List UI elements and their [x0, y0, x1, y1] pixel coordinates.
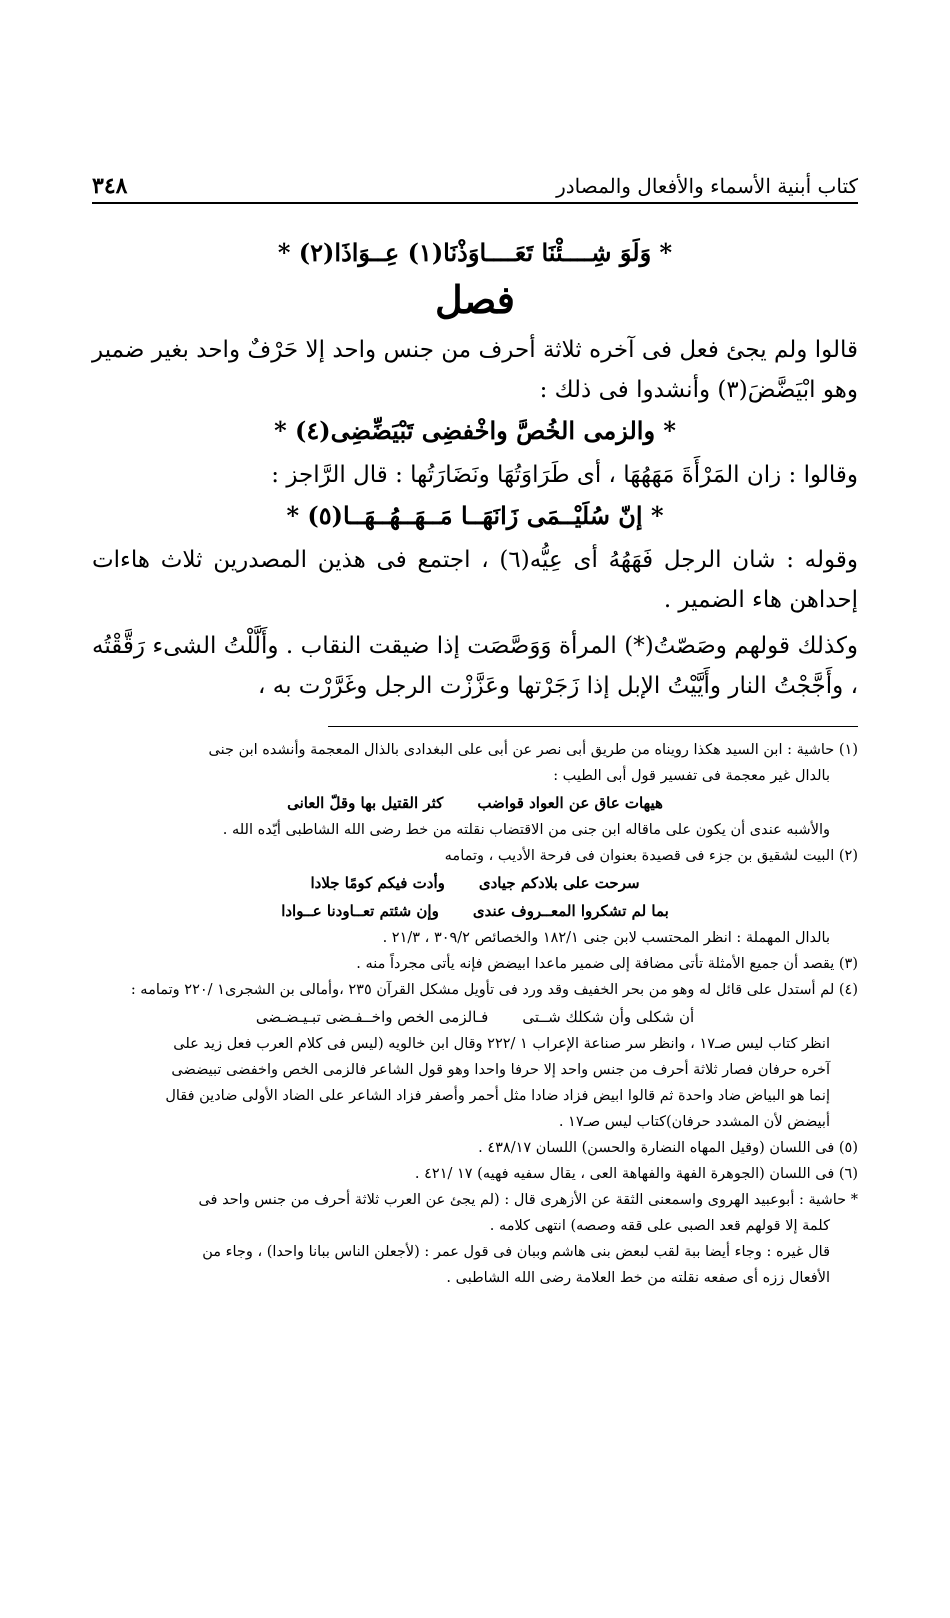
footnote-4-line-3: آخره حرفان فصار ثلاثة أحرف من جنس واحد إلا حرفا واحدا وهو قول الشاعر فالزمى الخص واخفضى تبيضضى	[171, 1062, 830, 1078]
star-note-line-2: كلمة إلا قولهم قعد الصبى على ققه وصصه) انتهى كلامه .	[489, 1218, 830, 1234]
section-heading: فصل	[435, 277, 515, 322]
paragraph-1: قالوا ولم يجئ فعل فى آخره ثلاثة أحرف من جنس واحد إلا حَرْفٌ واحد بغير ضمير وهو ابْيَضَّضَ(٣) وأنشدوا فى ذلك :	[92, 337, 858, 403]
main-text	[92, 232, 858, 1291]
star-note-line-1: * حاشية : أبوعبيد الهروى واسمعنى الثقة عن الأزهرى قال : (لم يجئ عن العرب ثلاثة أحرف من جنس واحد فى	[198, 1192, 858, 1208]
paragraph-3: وقوله : شان الرجل فَهَهُهُ أى عِيُّه(٦) ، اجتمع فى هذين المصدرين ثلاث هاءات إحداهن هاء الضمير .	[92, 547, 858, 613]
couplet-hemistich: سرحت على بلادكم جيادى	[478, 874, 640, 892]
running-title: كتاب أبنية الأسماء والأفعال والمصادر	[556, 174, 858, 198]
footnote-4-couplet	[92, 1003, 858, 1031]
footnote-2-line-1: (٢) البيت لشقيق بن جزء فى قصيدة بعنوان فى فرحة الأديب ، وتمامه	[444, 848, 858, 864]
footnote-3: (٣) يقصد أن جميع الأمثلة تأتى مضافة إلى ضمير ماعدا ابيضض فإنه يأتى مجرداً منه .	[356, 956, 858, 972]
footnote-divider	[328, 726, 858, 727]
page-header	[92, 170, 858, 204]
couplet-hemistich: أن شكلى وأن شكلك شــتى	[522, 1008, 695, 1026]
couplet-hemistich: وأدت فيكم كومًا جلادا	[310, 874, 445, 892]
verse-line-3: * إنّ سُلَيْــمَى زَانَهَــا مَــهَــهُــهَــا(٥) *	[286, 501, 664, 530]
couplet-hemistich: فـالزمى الخص واخــفـضى تبـيـضـضى	[255, 1008, 489, 1026]
footnote-1-line-2: بالدال غير معجمة فى تفسير قول أبى الطيب :	[553, 768, 830, 784]
footnote-4-line-4: إنما هو البياض ضاد واحدة ثم قالوا ابيض فزاد ضادا مثل أحمر وأصفر فزاد الشاعر على الضاد الأولى ضادين فقال	[165, 1088, 830, 1104]
footnote-5: (٥) فى اللسان (وقيل المهاه النضارة والحسن) اللسان ٤٣٨/١٧ .	[478, 1140, 858, 1156]
couplet-hemistich: وإن شئتم تعــاودنا عــوادا	[281, 902, 439, 920]
footnote-2-couplet-2	[92, 897, 858, 925]
footnote-1-line-1: (١) حاشية : ابن السيد هكذا رويناه من طريق أبى نصر عن أبى على البغدادى بالذال المعجمة وأنشده ابن جنى	[208, 742, 858, 758]
star-note-line-4: الأفعال ززه أى صفعه نقلته من خط العلامة رضى الله الشاطبى .	[446, 1270, 830, 1286]
footnote-6: (٦) فى اللسان (الجوهرة الفهة والفهاهة العى ، يقال سفيه فهيه) ١٧ /٤٢١ .	[414, 1166, 858, 1182]
footnote-4-line-5: أبيضض لأن المشدد حرفان)كتاب ليس صـ١٧ .	[558, 1114, 830, 1130]
footnote-2-line-2: بالدال المهملة : انظر المحتسب لابن جنى ١٨٢/١ والخصائص ٣٠٩/٢ ، ٢١/٣ .	[382, 930, 830, 946]
footnote-1-couplet	[92, 789, 858, 817]
paragraph-2: وقالوا : زان المَرْأَةَ مَهَهُهَا ، أى طَرَاوَتُهَا ونَضَارَتُها : قال الرَّاجز :	[271, 462, 858, 488]
verse-line-1: * وَلَوَ شِــــئْنَا تَعَــــاوَذْنَا(١) عِــوَاذَا(٢) *	[277, 238, 673, 267]
couplet-hemistich: كثر القتيل بها وقلّ العانى	[287, 794, 444, 812]
footnote-1-line-3: والأشبه عندى أن يكون على ماقاله ابن جنى من الاقتضاب نقلته من خط رضى الله الشاطبى أيّده الله .	[222, 822, 830, 838]
footnotes	[92, 737, 858, 1291]
verse-line-2: * والزمى الخُصَّ واخْفضِى تَبْيَضِّضِى(٤) *	[274, 416, 676, 445]
couplet-hemistich: بما لم تشكروا المعــروف عندى	[472, 902, 669, 920]
couplet-hemistich: هيهات عاق عن العواد قواضب	[477, 794, 663, 812]
footnote-2-couplet-1	[92, 869, 858, 897]
star-note-line-3: قال غيره : وجاء أيضا ببة لقب لبعض بنى هاشم وببان فى قول عمر : (لأجعلن الناس ببانا واحدا) ، وجاء من	[202, 1244, 830, 1260]
paragraph-4: وكذلك قولهم وصَصّتُ(*) المرأة وَوَصَّصَت إذا ضيقت النقاب . وأَلَّلْتُ الشىء رَقَّقْتُه ، وأَجَّجْتُ النار وأَيَّيْتُ الإبل إذا زَجَرْتها وعَزَّزْت الرجل وغَرَّرْت به ،	[92, 633, 858, 699]
page-number: ٣٤٨	[92, 173, 128, 199]
footnote-4-line-1: (٤) لم أستدل على قائل له وهو من بحر الخفيف وقد ورد فى تأويل مشكل القرآن ٢٣٥ ،وأمالى بن الشجرى١ /٢٢٠ وتمامه :	[130, 982, 858, 998]
footnote-4-line-2: انظر كتاب ليس صـ١٧ ، وانظر سر صناعة الإعراب ١ /٢٢٢ وقال ابن خالويه (ليس فى كلام العرب فعل زيد على	[173, 1036, 830, 1052]
